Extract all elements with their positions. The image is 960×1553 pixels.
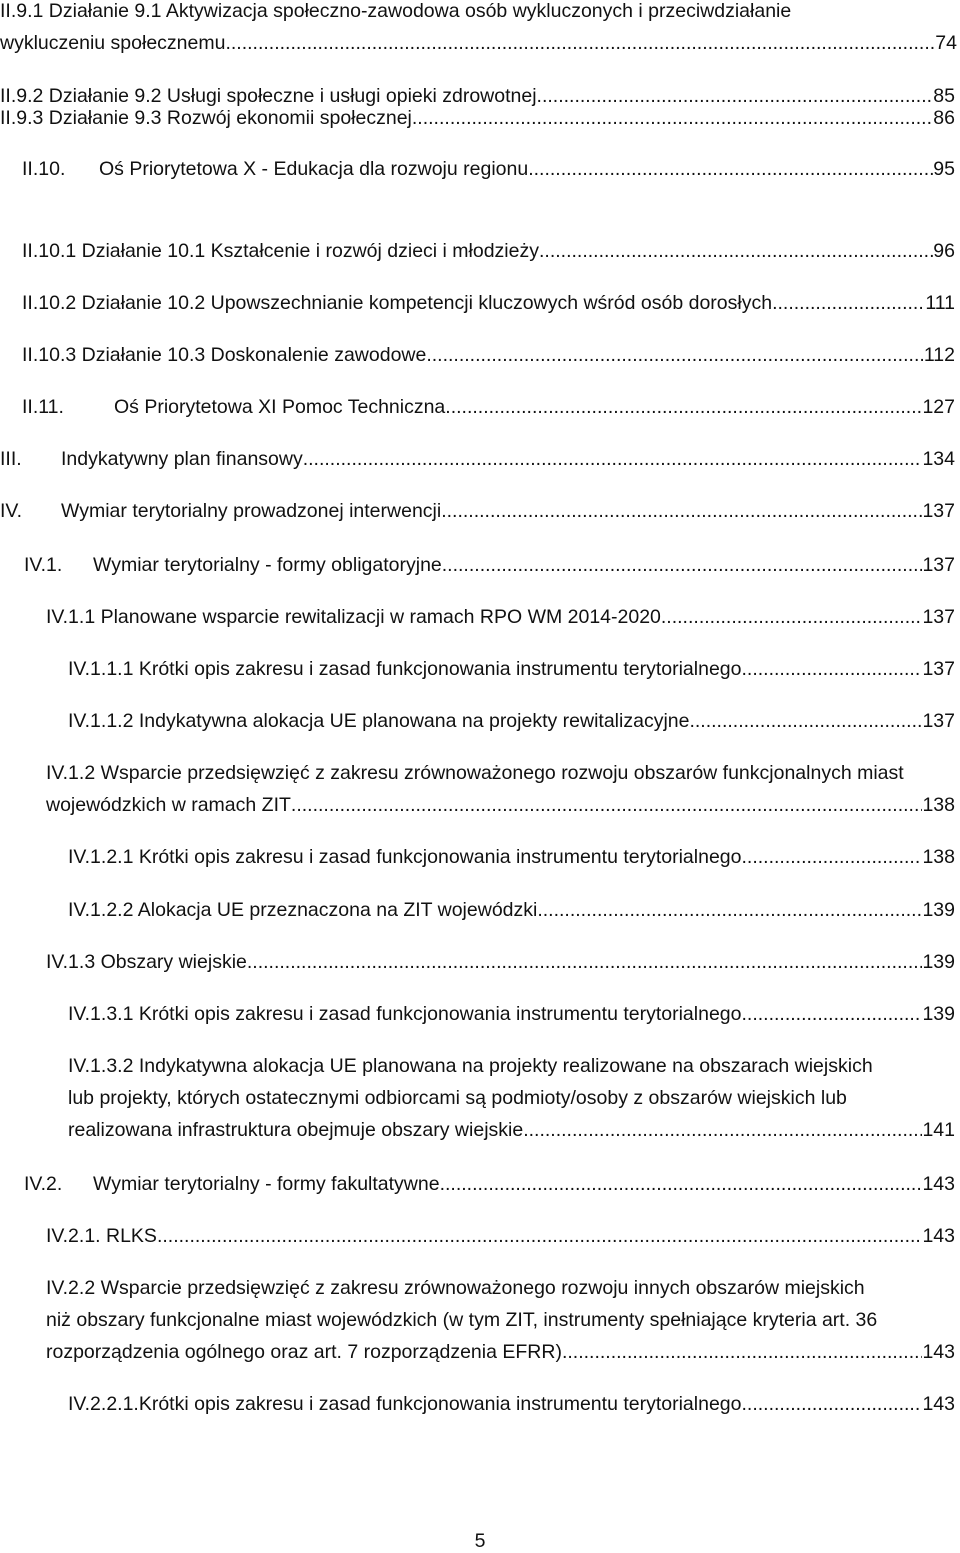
toc-entry[interactable] bbox=[46, 946, 955, 978]
toc-entry-title: Wymiar terytorialny - formy fakultatywne bbox=[93, 1173, 440, 1195]
toc-entry[interactable] bbox=[68, 1388, 955, 1420]
dot-leader bbox=[247, 946, 923, 978]
toc-entry-title: IV.1.1 Planowane wsparcie rewitalizacji w ramach RPO WM 2014-2020 bbox=[46, 606, 661, 628]
toc-entry[interactable] bbox=[0, 495, 955, 527]
toc-entry-number: III. bbox=[0, 448, 22, 470]
toc-page-number: 139 bbox=[922, 951, 955, 973]
toc-entry[interactable] bbox=[68, 1050, 955, 1146]
dot-leader bbox=[426, 339, 924, 371]
toc-entry[interactable] bbox=[22, 339, 955, 371]
toc-page-number: 137 bbox=[922, 554, 955, 576]
toc-page-number: 143 bbox=[922, 1225, 955, 1247]
toc-page-number: 139 bbox=[922, 899, 955, 921]
toc-entry[interactable] bbox=[22, 391, 955, 423]
dot-leader bbox=[441, 495, 922, 527]
toc-entry[interactable] bbox=[68, 705, 955, 737]
toc-page-number: 86 bbox=[933, 107, 955, 129]
toc-entry-title: Indykatywny plan finansowy bbox=[61, 448, 303, 470]
toc-entry-title-line: lub projekty, których ostatecznymi odbiorcami są podmioty/osoby z obszarów wiejskich lub bbox=[68, 1087, 847, 1109]
toc-entry-title-line: IV.1.3.2 Indykatywna alokacja UE planowana na projekty realizowane na obszarach wiejskich bbox=[68, 1055, 873, 1077]
toc-entry[interactable] bbox=[24, 1168, 955, 1200]
toc-entry[interactable] bbox=[0, 0, 957, 59]
toc-entry-title: IV.1.1.2 Indykatywna alokacja UE planowana na projekty rewitalizacyjne bbox=[68, 710, 690, 732]
toc-page-number: 138 bbox=[922, 846, 955, 868]
dot-leader bbox=[741, 998, 922, 1030]
toc-entry-title: IV.2.2.1.Krótki opis zakresu i zasad funkcjonowania instrumentu terytorialnego bbox=[68, 1393, 742, 1415]
toc-entry-title-line: wojewódzkich w ramach ZIT bbox=[46, 794, 291, 816]
toc-entry-title: Wymiar terytorialny - formy obligatoryjne bbox=[93, 554, 442, 576]
toc-page-number: 143 bbox=[922, 1173, 955, 1195]
dot-leader bbox=[523, 1114, 922, 1146]
dot-leader bbox=[562, 1336, 923, 1368]
toc-entry-title-line: IV.2.2 Wsparcie przedsięwzięć z zakresu zrównoważonego rozwoju innych obszarów miejskich bbox=[46, 1277, 865, 1299]
dot-leader bbox=[303, 443, 923, 475]
toc-entry-title: IV.1.3 Obszary wiejskie bbox=[46, 951, 247, 973]
toc-entry-title: II.9.2 Działanie 9.2 Usługi społeczne i usługi opieki zdrowotnej bbox=[0, 85, 537, 107]
toc-page-number: 137 bbox=[922, 658, 955, 680]
toc-page-number: 95 bbox=[933, 158, 955, 180]
toc-entry-number: II.11. bbox=[22, 396, 64, 418]
dot-leader bbox=[539, 235, 933, 267]
toc-entry-title-line: II.9.1 Działanie 9.1 Aktywizacja społeczno-zawodowa osób wykluczonych i przeciwdziałanie bbox=[0, 0, 792, 22]
toc-entry[interactable] bbox=[46, 1272, 955, 1368]
toc-entry-title-line: wykluczeniu społecznemu bbox=[0, 32, 226, 54]
dot-leader bbox=[689, 705, 922, 737]
toc-entry-number: IV.1. bbox=[24, 554, 63, 576]
page-footer-number: 5 bbox=[474, 1530, 486, 1552]
toc-page-number: 143 bbox=[922, 1341, 955, 1363]
dot-leader bbox=[225, 27, 935, 59]
dot-leader bbox=[537, 894, 922, 926]
dot-leader bbox=[741, 653, 922, 685]
toc-page-number: 143 bbox=[922, 1393, 955, 1415]
dot-leader bbox=[445, 391, 922, 423]
toc-page-number: 134 bbox=[922, 448, 955, 470]
dot-leader bbox=[291, 789, 923, 821]
toc-entry-title: Oś Priorytetowa X - Edukacja dla rozwoju regionu bbox=[99, 158, 529, 180]
toc-entry-title: II.10.1 Działanie 10.1 Kształcenie i rozwój dzieci i młodzieży bbox=[22, 240, 539, 262]
toc-page-number: 141 bbox=[922, 1119, 955, 1141]
toc-entry-title-line: niż obszary funkcjonalne miast wojewódzkich (w tym ZIT, instrumenty spełniające kryteria art. 36 bbox=[46, 1309, 878, 1331]
toc-entry-title: Wymiar terytorialny prowadzonej interwencji bbox=[61, 500, 442, 522]
toc-entry-title: IV.2.1. RLKS bbox=[46, 1225, 157, 1247]
toc-entry[interactable] bbox=[24, 549, 955, 581]
dot-leader bbox=[157, 1220, 923, 1252]
toc-page-number: 137 bbox=[922, 500, 955, 522]
toc-entry[interactable] bbox=[0, 102, 955, 134]
toc-entry-number: IV.2. bbox=[24, 1173, 63, 1195]
toc-entry[interactable] bbox=[46, 757, 955, 821]
toc-entry[interactable] bbox=[22, 287, 955, 319]
dot-leader bbox=[661, 601, 923, 633]
toc-page-number: 137 bbox=[922, 710, 955, 732]
toc-page-number: 74 bbox=[935, 32, 957, 54]
toc-page-number: 127 bbox=[922, 396, 955, 418]
toc-entry-title: II.10.3 Działanie 10.3 Doskonalenie zawodowe bbox=[22, 344, 427, 366]
toc-entry[interactable] bbox=[22, 235, 955, 267]
toc-entry-title: II.10.2 Działanie 10.2 Upowszechnianie kompetencji kluczowych wśród osób dorosłych bbox=[22, 292, 773, 314]
toc-entry-title: IV.1.3.1 Krótki opis zakresu i zasad funkcjonowania instrumentu terytorialnego bbox=[68, 1003, 742, 1025]
dot-leader bbox=[772, 287, 925, 319]
toc-entry-title-line: realizowana infrastruktura obejmuje obszary wiejskie bbox=[68, 1119, 524, 1141]
toc-entry-title: II.9.3 Działanie 9.3 Rozwój ekonomii społecznej bbox=[0, 107, 412, 129]
toc-entry[interactable] bbox=[68, 653, 955, 685]
toc-page-number: 85 bbox=[933, 85, 955, 107]
toc-entry-title: Oś Priorytetowa XI Pomoc Techniczna bbox=[114, 396, 446, 418]
toc-entry-title-line: rozporządzenia ogólnego oraz art. 7 rozporządzenia EFRR) bbox=[46, 1341, 562, 1363]
toc-entry[interactable] bbox=[68, 841, 955, 873]
toc-entry[interactable] bbox=[0, 443, 955, 475]
toc-entry-number: II.10. bbox=[22, 158, 66, 180]
dot-leader bbox=[440, 1168, 923, 1200]
toc-entry-number: IV. bbox=[0, 500, 23, 522]
dot-leader bbox=[442, 549, 923, 581]
toc-page-number: 96 bbox=[933, 240, 955, 262]
toc-entry[interactable] bbox=[68, 894, 955, 926]
toc-entry[interactable] bbox=[46, 601, 955, 633]
toc-entry-title-line: IV.1.2 Wsparcie przedsięwzięć z zakresu zrównoważonego rozwoju obszarów funkcjonalnych miast bbox=[46, 762, 904, 784]
dot-leader bbox=[412, 102, 933, 134]
toc-entry-title: IV.1.2.2 Alokacja UE przeznaczona na ZIT wojewódzki bbox=[68, 899, 538, 921]
toc-entry-title: IV.1.1.1 Krótki opis zakresu i zasad funkcjonowania instrumentu terytorialnego bbox=[68, 658, 742, 680]
toc-page-number: 139 bbox=[922, 1003, 955, 1025]
dot-leader bbox=[741, 1388, 922, 1420]
toc-page-number: 138 bbox=[922, 794, 955, 816]
toc-entry[interactable] bbox=[46, 1220, 955, 1252]
toc-entry[interactable] bbox=[22, 153, 955, 185]
toc-page-number: 112 bbox=[923, 344, 955, 366]
toc-page-number: 137 bbox=[922, 606, 955, 628]
toc-entry[interactable] bbox=[68, 998, 955, 1030]
dot-leader bbox=[741, 841, 922, 873]
toc-page-number: 111 bbox=[925, 292, 955, 314]
dot-leader bbox=[528, 153, 933, 185]
toc-entry-title: IV.1.2.1 Krótki opis zakresu i zasad funkcjonowania instrumentu terytorialnego bbox=[68, 846, 742, 868]
